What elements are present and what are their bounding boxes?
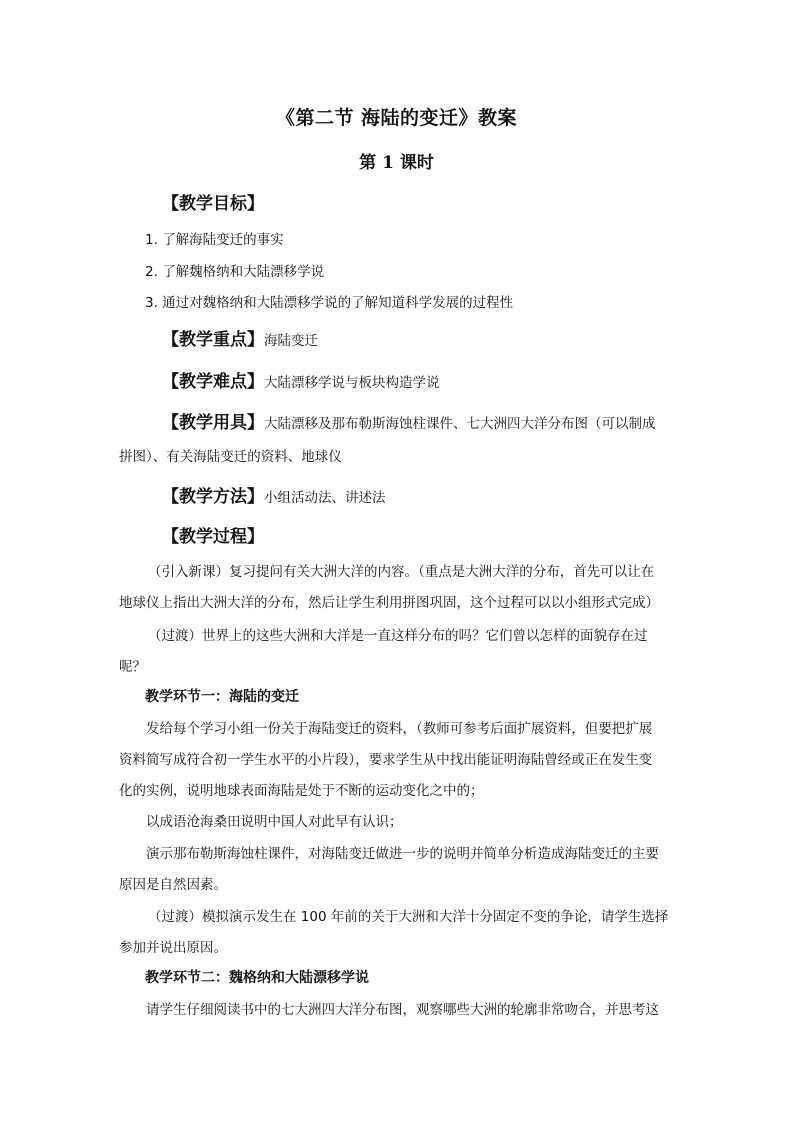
process-line-6: 资料简写成符合初一学生水平的小片段），要求学生从中找出能证明海陆曾经或正在发生变 xyxy=(119,752,653,768)
objective-item-1: 1. 了解海陆变迁的事实 xyxy=(145,232,284,248)
section-heading-1: 教学环节一：海陆的变迁 xyxy=(145,689,299,705)
tools-heading: 【教学用具】 xyxy=(162,413,264,433)
process-line-1: （引入新课）复习提问有关大洲大洋的内容。（重点是大洲大洋的分布，首先可以让在 xyxy=(148,564,655,580)
key-point-text: 海陆变迁 xyxy=(264,333,318,349)
key-point-row xyxy=(162,325,318,350)
document-title: 《第二节 海陆的变迁》教案 xyxy=(275,107,518,129)
method-row xyxy=(162,482,386,507)
process-line-4: 呢？ xyxy=(119,659,146,675)
tools-row xyxy=(162,408,656,433)
process-line-13: 请学生仔细阅读书中的七大洲四大洋分布图，观察哪些大洲的轮廓非常吻合，并思考这 xyxy=(146,1002,659,1018)
process-line-3: （过渡）世界上的这些大洲和大洋是一直这样分布的吗？它们曾以怎样的面貌存在过 xyxy=(148,628,648,644)
process-line-9: 演示那布勒斯海蚀柱课件，对海陆变迁做进一步的说明并简单分析造成海陆变迁的主要 xyxy=(146,846,659,862)
process-line-5: 发给每个学习小组一份关于海陆变迁的资料，（教师可参考后面扩展资料，但要把扩展 xyxy=(146,721,653,737)
method-heading: 【教学方法】 xyxy=(162,487,264,507)
tools-text-line2: 拼图）、有关海陆变迁的资料、地球仪 xyxy=(119,449,342,465)
tools-text-line1: 大陆漂移及那布勒斯海蚀柱课件、七大洲四大洋分布图（可以制成 xyxy=(264,416,656,432)
process-heading: 【教学过程】 xyxy=(162,527,264,547)
difficulty-row xyxy=(162,367,440,392)
process-line-12: 参加并说出原因。 xyxy=(119,940,227,956)
objective-item-3: 3. 通过对魏格纳和大陆漂移学说的了解知道科学发展的过程性 xyxy=(145,295,514,311)
objectives-heading: 【教学目标】 xyxy=(162,194,264,214)
process-line-2: 地球仪上指出大洲大洋的分布，然后让学生利用拼图巩固，这个过程可以以小组形式完成） xyxy=(119,595,659,611)
process-line-7: 化的实例，说明地球表面海陆是处于不断的运动变化之中的； xyxy=(119,783,484,799)
process-line-11: （过渡）模拟演示发生在 100 年前的关于大洲和大洋十分固定不变的争论，请学生选择 xyxy=(148,909,669,925)
method-text: 小组活动法、讲述法 xyxy=(264,490,386,506)
key-point-heading: 【教学重点】 xyxy=(162,330,264,350)
difficulty-text: 大陆漂移学说与板块构造学说 xyxy=(264,375,440,391)
difficulty-heading: 【教学难点】 xyxy=(162,372,264,392)
process-line-8: 以成语沧海桑田说明中国人对此早有认识； xyxy=(146,814,403,830)
section-heading-2: 教学环节二：魏格纳和大陆漂移学说 xyxy=(145,970,369,986)
objective-item-2: 2. 了解魏格纳和大陆漂移学说 xyxy=(145,264,325,280)
lesson-period: 第 1 课时 xyxy=(359,153,434,173)
process-line-10: 原因是自然因素。 xyxy=(119,877,227,893)
